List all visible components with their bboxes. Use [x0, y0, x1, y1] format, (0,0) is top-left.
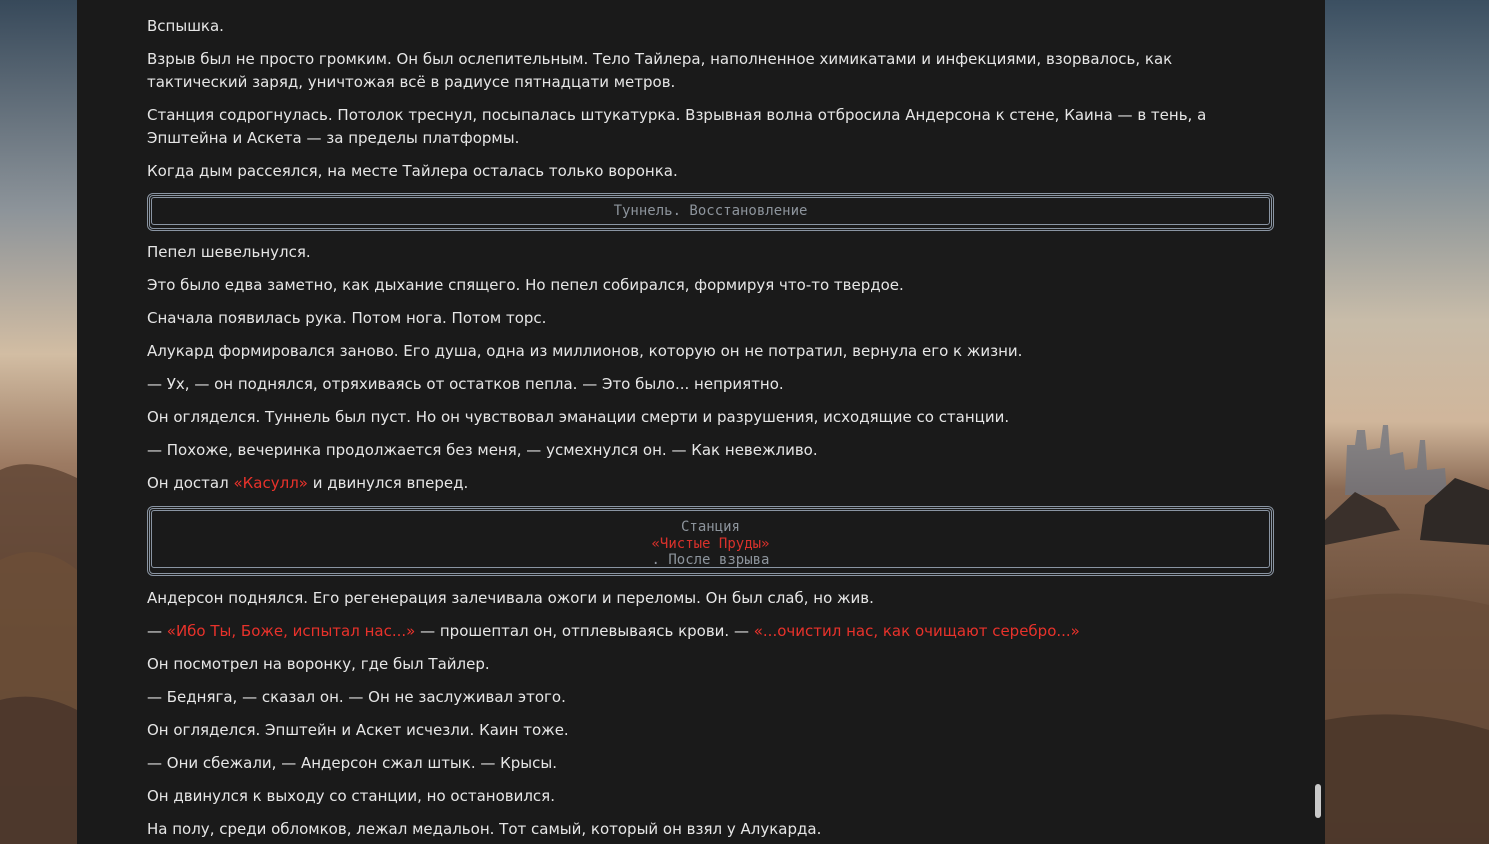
highlight-weapon-name: «Касулл» — [233, 474, 308, 492]
scene-heading-line: . После взрыва — [651, 552, 770, 568]
scene-heading-box — [147, 506, 1274, 576]
paragraph: — Бедняга, — сказал он. — Он не заслуживал этого. — [147, 688, 566, 706]
paragraph: Вспышка. — [147, 17, 224, 35]
paragraph: На полу, среди обломков, лежал медальон. Тот самый, который он взял у Алукарда. — [147, 820, 822, 838]
paragraph: Андерсон поднялся. Его регенерация залечивала ожоги и переломы. Он был слаб, но жив. — [147, 589, 874, 607]
paragraph: Это было едва заметно, как дыхание спящего. Но пепел собирался, формируя что-то твердое. — [147, 276, 904, 294]
paragraph-prayer — [147, 620, 1274, 643]
scene-heading-box — [147, 193, 1274, 231]
text-span: — прошептал он, отплевываясь крови. — — [415, 622, 754, 640]
highlight-quote: «...очистил нас, как очищают серебро...» — [753, 622, 1080, 640]
paragraph: — Ух, — он поднялся, отряхиваясь от остатков пепла. — Это было... неприятно. — [147, 375, 784, 393]
reader-page — [77, 0, 1325, 844]
paragraph: Взрыв был не просто громким. Он был ослепительным. Тело Тайлера, наполненное химикатами и инфекциями, взорвалось, как тактический заряд, уничтожая всё в радиусе пятнадцати метров. — [147, 50, 1173, 91]
paragraph: — Они сбежали, — Андерсон сжал штык. — Крысы. — [147, 754, 558, 772]
paragraph: Алукард формировался заново. Его душа, одна из миллионов, которую он не потратил, вернула его к жизни. — [147, 342, 1023, 360]
text-span: — — [147, 622, 167, 640]
paragraph: Он огляделся. Туннель был пуст. Но он чувствовал эманации смерти и разрушения, исходящие со станции. — [147, 408, 1010, 426]
background-image-right — [1325, 0, 1489, 844]
paragraph: Когда дым рассеялся, на месте Тайлера осталась только воронка. — [147, 162, 678, 180]
paragraph: Он посмотрел на воронку, где был Тайлер. — [147, 655, 490, 673]
paragraph: Он двинулся к выходу со станции, но остановился. — [147, 787, 555, 805]
paragraph: Станция содрогнулась. Потолок треснул, посыпалась штукатурка. Взрывная волна отбросила Андерсона к стене, Каина — в тень, а Эпштейна и Аскета — за пределы платформы. — [147, 106, 1207, 147]
paragraph: Он огляделся. Эпштейн и Аскет исчезли. Каин тоже. — [147, 721, 569, 739]
paragraph: Пепел шевельнулся. — [147, 243, 311, 261]
scene-heading-title: Туннель. Восстановление — [613, 203, 808, 219]
highlight-quote: «Ибо Ты, Боже, испытал нас...» — [166, 622, 416, 640]
scene-heading-line: Станция — [680, 519, 740, 535]
scene-heading-station-name: «Чистые Пруды» — [651, 535, 770, 552]
paragraph-casull — [147, 472, 1274, 495]
text-span: Он достал — [147, 474, 234, 492]
background-image-left — [0, 0, 77, 844]
text-span: и двинулся вперед. — [307, 474, 469, 492]
paragraph: — Похоже, вечеринка продолжается без меня, — усмехнулся он. — Как невежливо. — [147, 441, 818, 459]
paragraph: Сначала появилась рука. Потом нога. Потом торс. — [147, 309, 547, 327]
scrollbar-thumb[interactable] — [1315, 784, 1321, 818]
